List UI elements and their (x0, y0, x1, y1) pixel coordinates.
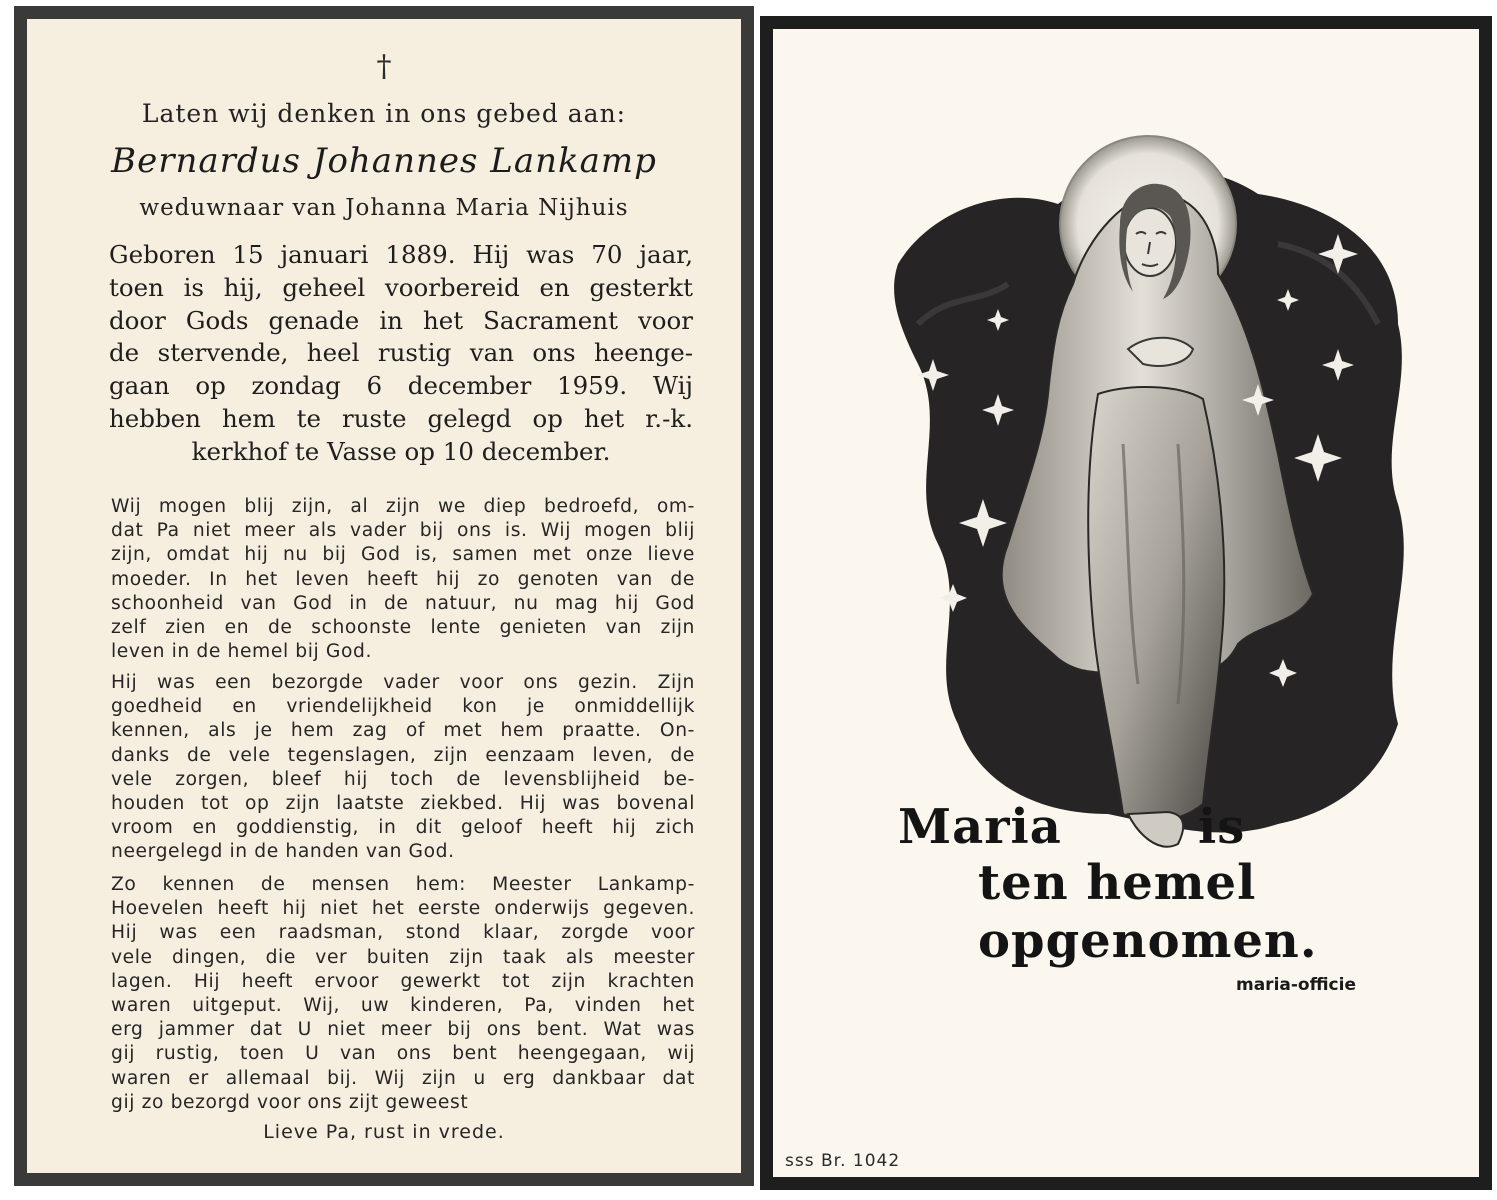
tribute-line: zijn, omdat hij nu bij God is, samen met onze lieve (111, 544, 695, 566)
madonna-illustration (858, 124, 1418, 854)
tribute-line: zelf zien en de schoonste lente genieten van zijn (111, 617, 695, 639)
caption-word: is (1198, 799, 1246, 855)
devotional-image-card (760, 16, 1492, 1190)
intro-line: Laten wij denken in ons gebed aan: (141, 99, 627, 128)
deceased-name: Bernardus Johannes Lankamp (111, 141, 657, 181)
tribute-paragraph (111, 671, 695, 865)
tribute-line: Hij was een raadsman, stond klaar, zorgde voor (111, 922, 695, 944)
cross-icon: † (376, 49, 392, 84)
bio-line: door Gods genade in het Sacrament voor (109, 305, 693, 335)
closing-line: Lieve Pa, rust in vrede. (263, 1121, 505, 1143)
tribute-line: moeder. In het leven heeft hij zo genoten van de (111, 568, 695, 590)
tribute-line: dat Pa niet meer als vader bij ons is. Wij mogen blij (111, 520, 695, 542)
publisher-credit: maria-officie (1236, 975, 1356, 995)
caption-word: Maria (898, 799, 1062, 855)
tribute-line: lagen. Hij heeft ervoor gewerkt tot zijn krachten (111, 970, 695, 992)
tribute-line: danks de vele tegenslagen, zijn eenzaam leven, de (111, 744, 695, 766)
tribute-line: vroom en goddienstig, in dit geloof heeft hij zich (111, 817, 695, 839)
tribute-line: Zo kennen de mensen hem: Meester Lankamp- (111, 874, 695, 895)
bio-line: toen is hij, geheel voorbereid en gesterkt (109, 272, 693, 302)
tribute-line: Hoevelen heeft hij niet het eerste onderwijs gegeven. (111, 898, 695, 920)
tribute-line: houden tot op zijn laatste ziekbed. Hij was bovenal (111, 793, 695, 815)
tribute-line: schoonheid van God in de natuur, nu mag hij God (111, 592, 695, 614)
tribute-line: gij rustig, toen U van ons bent heengegaan, wij (111, 1043, 695, 1065)
memorial-text-card (14, 6, 754, 1186)
tribute-line: Wij mogen blij zijn, al zijn we diep bedroefd, om- (111, 496, 695, 517)
tribute-paragraph (111, 873, 695, 1115)
tribute-line: neergelegd in de handen van God. (111, 841, 455, 863)
bio-line: kerkhof te Vasse op 10 december. (191, 436, 611, 466)
tribute-line: vele zorgen, bleef hij toch de levensblijheid be- (111, 768, 695, 790)
bio-line: gaan op zondag 6 december 1959. Wij (109, 371, 693, 401)
bio-line: hebben hem te ruste gelegd op het r.-k. (109, 403, 693, 433)
tribute-line: erg jammer dat U niet meer bij ons bent. Wat was (111, 1019, 695, 1041)
tribute-line: vele dingen, die ver buiten zijn taak als meester (111, 946, 695, 968)
caption-line: ten hemel (978, 855, 1257, 911)
catalog-number: sss Br. 1042 (785, 1151, 901, 1171)
caption-line: opgenomen. (978, 913, 1318, 969)
tribute-line: goedheid en vriendelijkheid kon je onmiddellijk (111, 696, 695, 718)
tribute-line: waren er allemaal bij. Wij zijn u erg dankbaar dat (111, 1067, 695, 1089)
biography (109, 239, 693, 469)
tribute-line: waren uitgeput. Wij, uw kinderen, Pa, vinden het (111, 995, 695, 1017)
feet (1128, 812, 1183, 847)
tribute-paragraph (111, 495, 695, 664)
tribute-line: gij zo bezorgd voor ons zijt geweest (111, 1091, 469, 1113)
bio-line: Geboren 15 januari 1889. Hij was 70 jaar, (109, 240, 693, 269)
tribute-line: kennen, als je hem zag of met hem praatte. On- (111, 720, 695, 742)
tribute-line: leven in de hemel bij God. (111, 641, 372, 663)
widower-line: weduwnaar van Johanna Maria Nijhuis (139, 195, 629, 221)
tribute-line: Hij was een bezorgde vader voor ons gezin. Zijn (111, 672, 695, 693)
bio-line: de stervende, heel rustig van ons heenge- (109, 338, 693, 368)
